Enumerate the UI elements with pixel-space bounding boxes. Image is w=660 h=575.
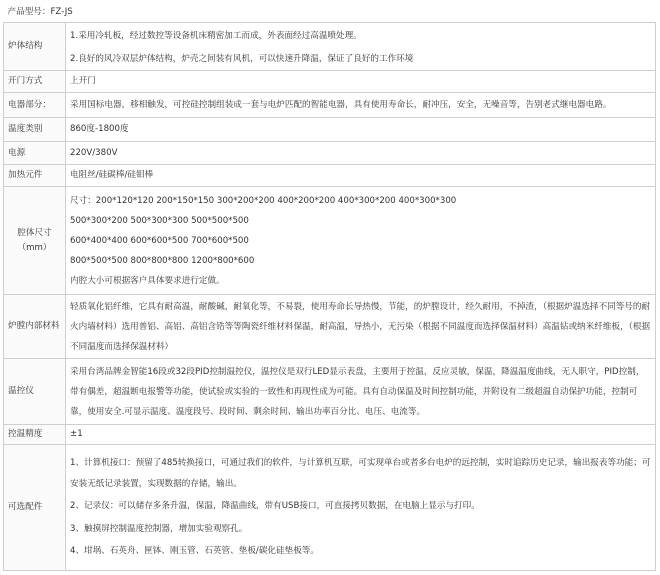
value-line: 2.良好的风冷双层炉体结构，炉壳之间装有风机，可以快速升降温，保证了良好的工作环境	[70, 53, 414, 64]
row-key: 温度类别	[4, 118, 66, 142]
row-value: 采用台湾品牌金智能16段或32段PID控制温控仪，温控仪是双行LED显示表盘，主要用于控温，反应灵敏，保温，降温温度曲线，无人职守，PID控制，带有偶差，超温断电报警等功能，使试验或实验的一致性和再现性成为可能。具有自动保温及时间控制功能，并附设有二级超温自动保护功能，控制可靠，使用安全.可显示温度、温度段号、段时间、剩余时间、输出功率百分比、电压、电流等。	[66, 359, 656, 425]
row-key-unit: （mm）	[17, 242, 52, 253]
value-line: 2、记录仪：可以储存多条升温，保温，降温曲线，带有USB接口，可直接拷贝数据，在电脑上显示与打印。	[70, 501, 480, 511]
row-value: 上开门	[66, 71, 656, 93]
row-value: 220V/380V	[66, 142, 656, 165]
row-key: 开门方式	[4, 71, 66, 93]
table-row	[4, 425, 656, 445]
row-value: 轻质氧化铝纤维，它具有耐高温，耐酸碱，耐氧化等，不易裂，使用寿命长导热慢，节能，的炉膛设计，经久耐用，不掉渣，（根据炉温选择不同等号的耐火内墙材料）选用普铝、高铝、高铝含锆等等陶瓷纤维材料保温，耐高温，导热小，无污染（根据不同温度而选择保温材料）高温钻或纳米纤维板，（根据不同温度而选择保温材料）	[66, 295, 656, 359]
row-value: 采用国标电器，移相触发，可控硅控制组装成一套与电炉匹配的智能电器，具有使用寿命长，耐冲压，安全，无噪音等，告别老式继电器电路。	[66, 93, 656, 118]
row-value	[66, 445, 656, 571]
row-key: 电源	[4, 142, 66, 165]
row-key: 炉体结构	[4, 23, 66, 71]
row-value: ±1	[66, 425, 656, 445]
value-line: 800*500*500 800*800*800 1200*800*600	[70, 255, 255, 266]
row-key: 加热元件	[4, 165, 66, 187]
row-value: 电阻丝/硅碳棒/硅钼棒	[66, 165, 656, 187]
table-row	[4, 23, 656, 71]
row-key-line: 腔体尺寸	[17, 227, 52, 238]
table-row	[4, 165, 656, 187]
value-line: 1、计算机接口：预留了485转换接口，可通过我们的软件，与计算机互联，可实现单台或者多台电炉的远控制，实时追踪历史记录，输出报表等功能；可安装无纸记录装置，实现数据的存储，输出。	[70, 458, 651, 489]
product-model-title: 产品型号：FZ-JS	[4, 3, 656, 23]
table-row	[4, 187, 656, 295]
row-value	[66, 187, 656, 295]
row-key: 可选配件	[4, 445, 66, 571]
value-line: 1.采用冷轧板，经过数控等设备机床精密加工而成，外表面经过高温喷处理。	[70, 30, 362, 41]
value-line: 内腔大小可根据客户具体要求进行定做。	[70, 275, 225, 286]
row-key: 温控仪	[4, 359, 66, 425]
row-key: 控温精度	[4, 425, 66, 445]
table-row	[4, 71, 656, 93]
table-row	[4, 445, 656, 571]
table-row	[4, 359, 656, 425]
value-line: 600*400*400 600*600*500 700*600*500	[70, 235, 249, 246]
value-line: 4、坩埚、石英舟、匣钵、刚玉管、石英管、垫板/碳化硅垫板等。	[70, 546, 319, 556]
row-value	[66, 23, 656, 71]
value-line: 500*300*200 500*300*300 500*500*500	[70, 215, 249, 226]
value-line: 尺寸：200*120*120 200*150*150 300*200*200 400*200*200 400*300*200 400*300*300	[70, 195, 457, 206]
row-key	[4, 187, 66, 295]
value-line: 3、触摸屏控制温度控制器，增加实验观察孔。	[70, 524, 248, 534]
spec-table	[3, 3, 656, 571]
table-row	[4, 142, 656, 165]
table-row	[4, 118, 656, 142]
row-key: 电器部分：	[4, 93, 66, 118]
row-key: 炉膛内部材料	[4, 295, 66, 359]
table-row	[4, 295, 656, 359]
table-row	[4, 93, 656, 118]
row-value: 860度-1800度	[66, 118, 656, 142]
